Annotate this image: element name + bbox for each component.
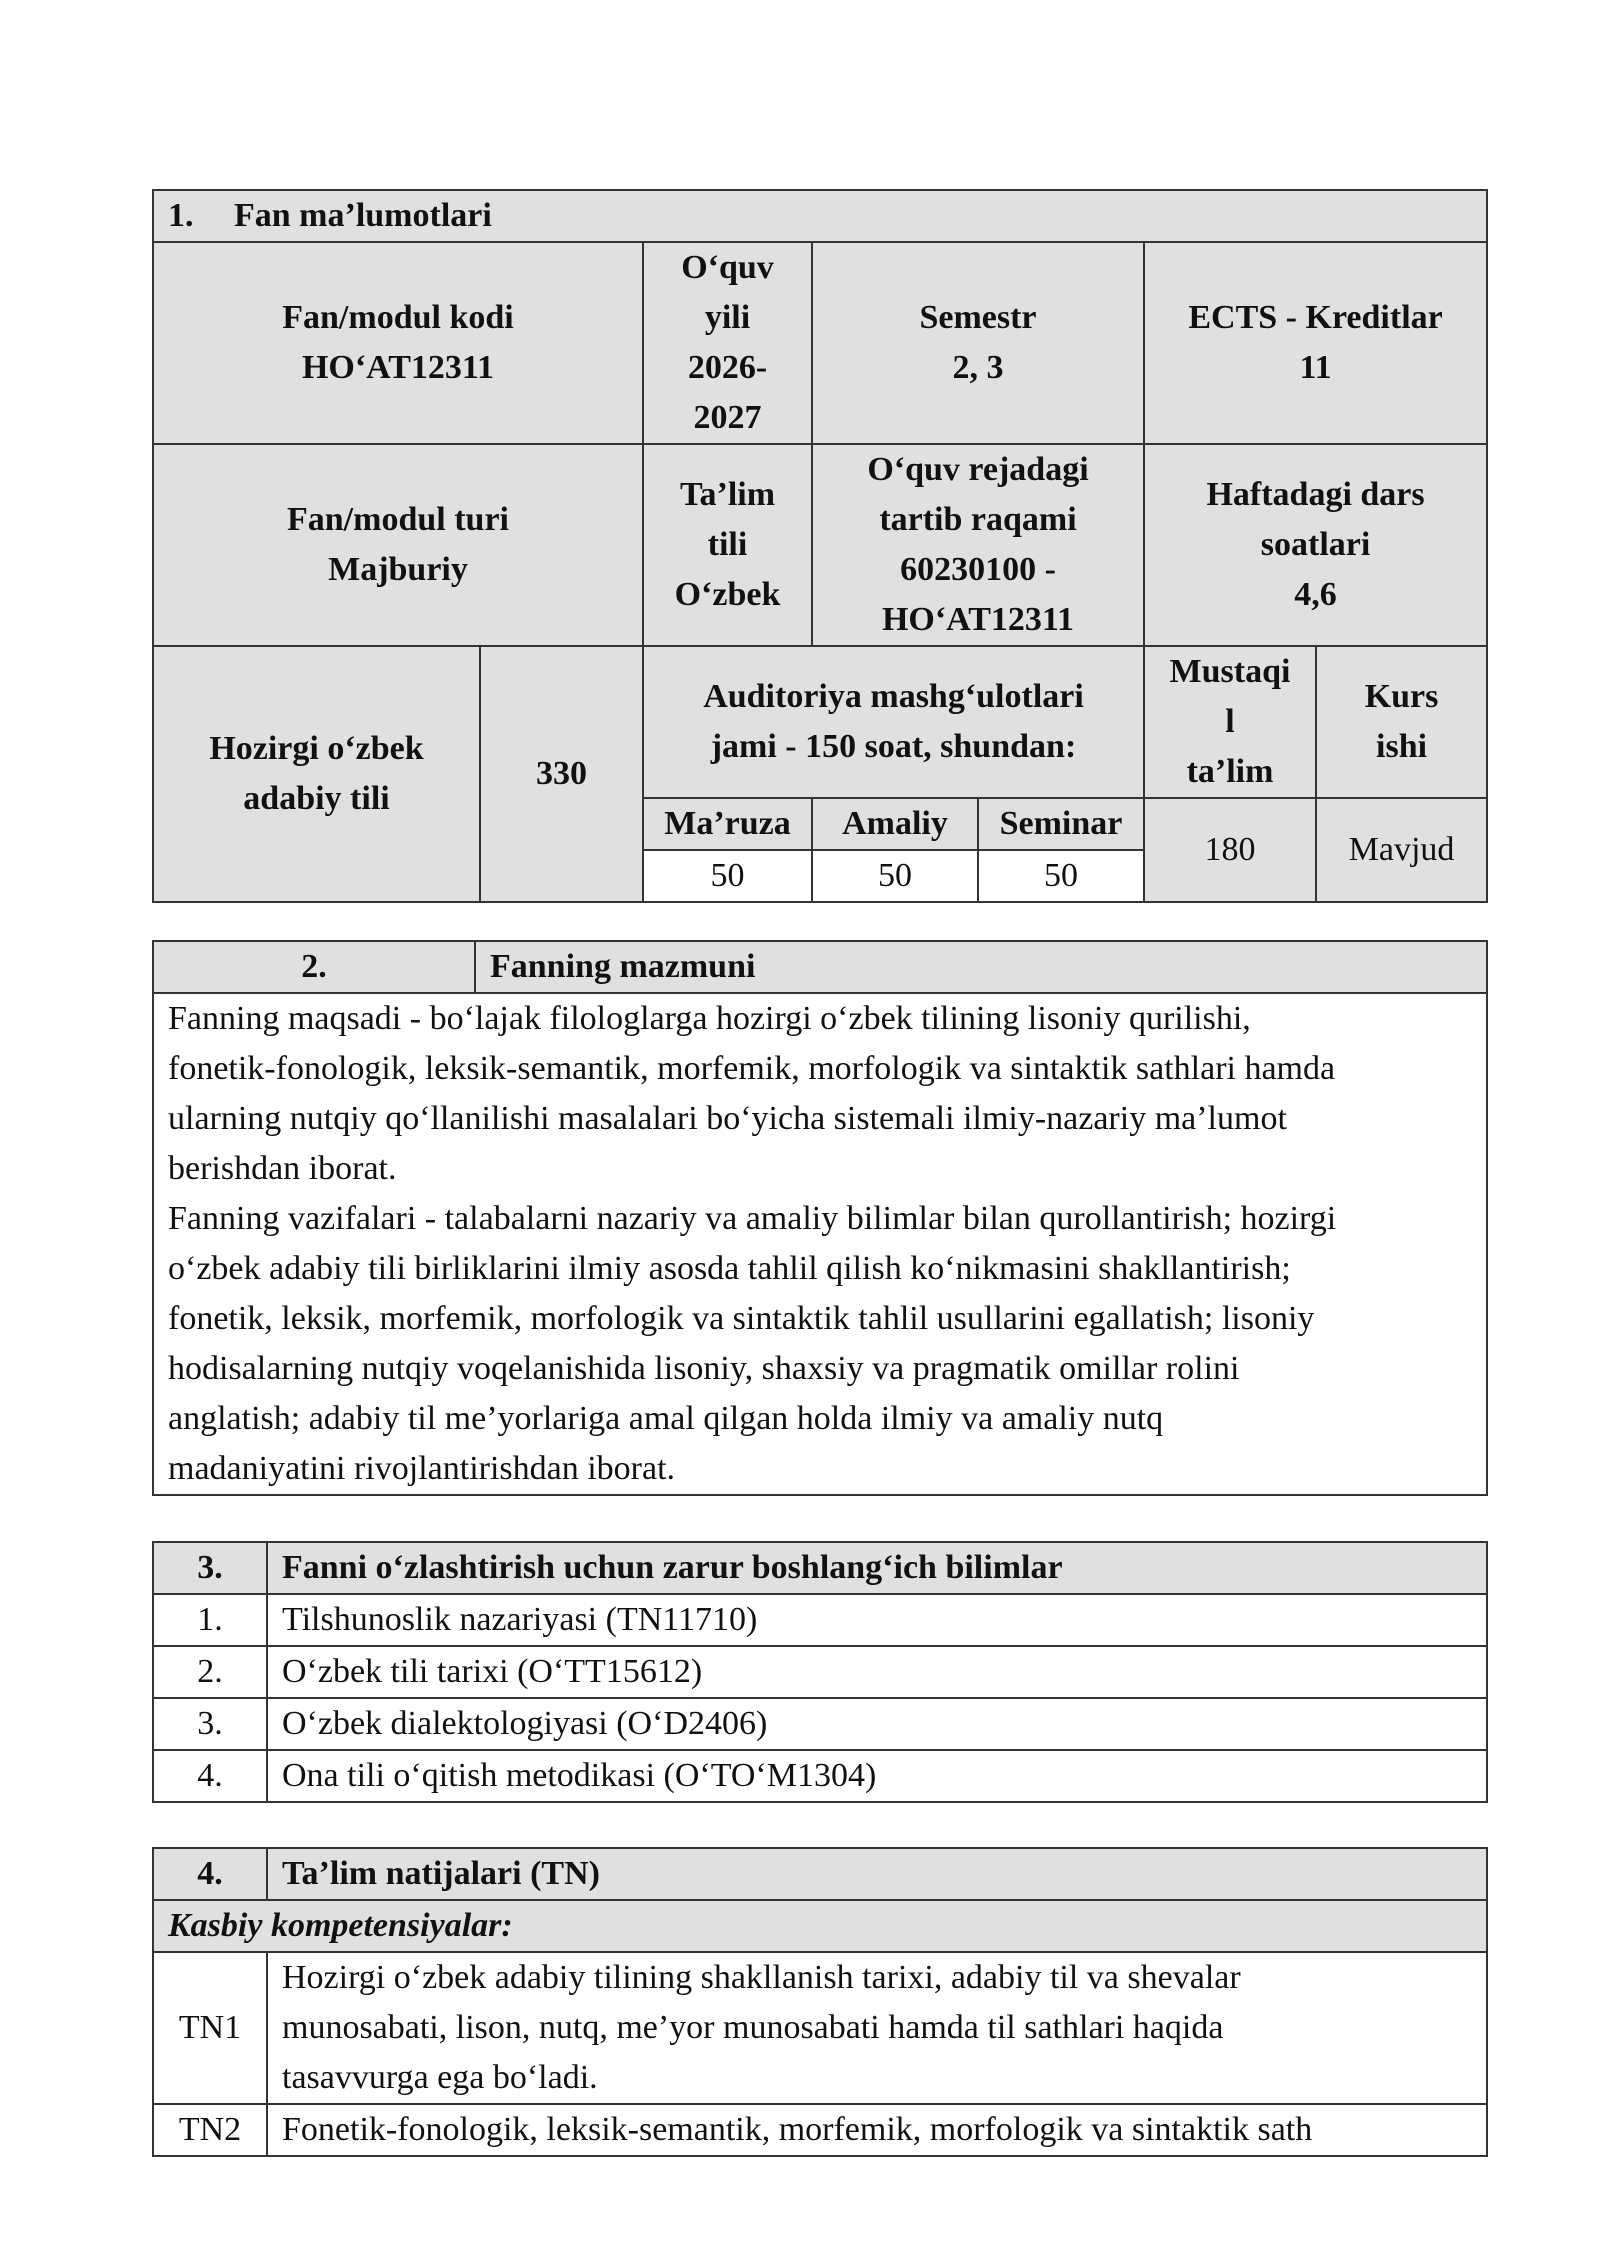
independent-study-value: 180 (1144, 798, 1316, 902)
section-1-header (153, 190, 1487, 242)
semester-cell: Semestr 2, 3 (812, 242, 1144, 444)
section-3-title: Fanni o‘zlashtirish uchun zarur boshlang‘ich bilimlar (267, 1542, 1487, 1594)
weekly-hours-cell: Haftadagi dars soatlari 4,6 (1144, 444, 1487, 646)
outcome-text: Fonetik-fonologik, leksik-semantik, morfemik, morfologik va sintaktik sath (267, 2104, 1487, 2156)
prerequisites-table (152, 1541, 1488, 1803)
coursework-cell: Kurs ishi (1316, 646, 1487, 798)
course-info-table (152, 189, 1488, 903)
table-row: 1. Tilshunoslik nazariyasi (TN11710) (153, 1594, 1487, 1646)
learning-outcomes-table (152, 1847, 1488, 2157)
curriculum-number-cell: O‘quv rejadagi tartib raqami 60230100 - HO‘AT12311 (812, 444, 1144, 646)
lecture-label: Ma’ruza (643, 798, 812, 850)
section-2-title: Fanning mazmuni (475, 941, 1487, 993)
content-table (152, 940, 1488, 1496)
outcome-code: TN1 (153, 1952, 267, 2104)
document-page (152, 189, 1486, 2157)
section-1-number: 1. (168, 197, 194, 234)
subject-name-cell: Hozirgi o‘zbek adabiy tili (153, 646, 480, 902)
total-hours-cell: 330 (480, 646, 643, 902)
seminar-value: 50 (978, 850, 1144, 902)
section-4-number: 4. (153, 1848, 267, 1900)
lecture-value: 50 (643, 850, 812, 902)
coursework-value: Mavjud (1316, 798, 1487, 902)
practical-value: 50 (812, 850, 978, 902)
module-code-value: HO‘AT12311 (301, 349, 495, 386)
ects-cell: ECTS - Kreditlar 11 (1144, 242, 1487, 444)
section-2-number: 2. (153, 941, 475, 993)
outcome-text: Hozirgi o‘zbek adabiy tilining shakllanish tarixi, adabiy til va shevalar munosabati, lison, nutq, me’yor munosabati hamda til sathlari haqida tasavvurga ega bo‘ladi. (267, 1952, 1487, 2104)
table-row: 3. O‘zbek dialektologiyasi (O‘D2406) (153, 1698, 1487, 1750)
section-3-number: 3. (153, 1542, 267, 1594)
outcome-code: TN2 (153, 2104, 267, 2156)
table-row: 2. O‘zbek tili tarixi (O‘TT15612) (153, 1646, 1487, 1698)
section-4-title: Ta’lim natijalari (TN) (267, 1848, 1487, 1900)
module-type-cell: Fan/modul turi Majburiy (153, 444, 643, 646)
table-row (153, 1952, 1487, 2104)
section-1-title: Fan ma’lumotlari (234, 197, 492, 234)
table-row (153, 2104, 1487, 2156)
practical-label: Amaliy (812, 798, 978, 850)
seminar-label: Seminar (978, 798, 1144, 850)
auditorium-cell: Auditoriya mashg‘ulotlari jami - 150 soat, shundan: (643, 646, 1144, 798)
table-row: 4. Ona tili o‘qitish metodikasi (O‘TO‘M1304) (153, 1750, 1487, 1802)
competencies-subheading: Kasbiy kompetensiyalar: (153, 1900, 1487, 1952)
content-text: Fanning maqsadi - bo‘lajak filologlarga hozirgi o‘zbek tilining lisoniy qurilishi, fonetik-fonologik, leksik-semantik, morfemik, morfologik va sintaktik sathlari hamda ularning nutqiy qo‘llanilishi masalalari bo‘yicha sistemali ilmiy-nazariy ma’lumot berishdan iborat. Fanning vazifalari - talabalarni nazariy va amaliy bilimlar bilan qurollantirish; hozirgi o‘zbek adabiy tili birliklarini ilmiy asosda tahlil qilish ko‘nikmasini shakllantirish; fonetik, leksik, morfemik, morfologik va sintaktik tahlil usullarini egallatish; lisoniy hodisalarning nutqiy voqelanishida lisoniy, shaxsiy va pragmatik omillar rolini anglatish; adabiy til me’yorlariga amal qilgan holda ilmiy va amaliy nutq madaniyatini rivojlantirishdan iborat. (153, 993, 1487, 1495)
module-code-cell: Fan/modul kodi HO‘AT12311 (153, 242, 643, 444)
independent-study-cell: Mustaqi l ta’lim (1144, 646, 1316, 798)
academic-year-cell: O‘quv yili 2026- 2027 (643, 242, 812, 444)
language-cell: Ta’lim tili O‘zbek (643, 444, 812, 646)
